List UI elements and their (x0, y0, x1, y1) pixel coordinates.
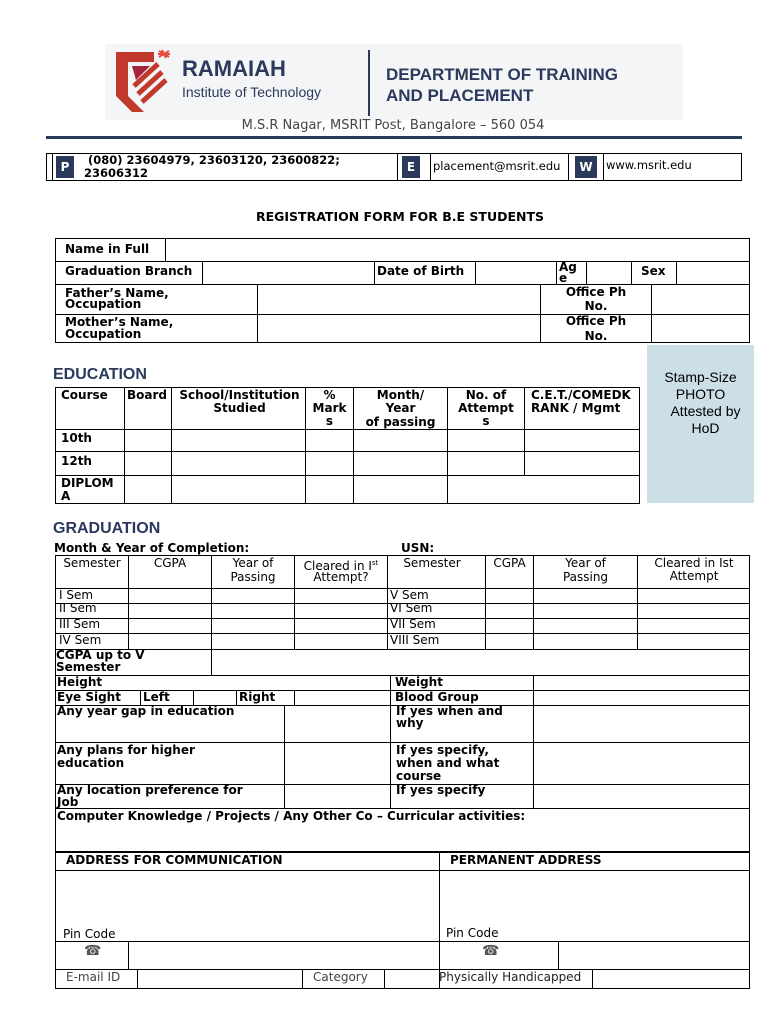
row-line (55, 451, 640, 452)
label-pin-code-2: Pin Code (446, 926, 499, 940)
grad-header-year-2b: Passing (562, 570, 609, 584)
label-higher-spec-1: If yes specify, (396, 743, 489, 757)
label-location-2: Job (57, 795, 79, 809)
label-email-id: E-mail ID (66, 970, 121, 984)
phone-icon: ☎ (84, 943, 102, 959)
label-mother-name-2: Occupation (65, 327, 142, 341)
label-higher-edu-2: education (57, 756, 125, 770)
form-title: REGISTRATION FORM FOR B.E STUDENTS (255, 209, 545, 224)
col-line (302, 969, 303, 989)
grad-header-semester: Semester (63, 556, 121, 570)
contact-website[interactable]: www.msrit.edu (606, 158, 692, 172)
edu-row-10th: 10th (61, 431, 92, 445)
photo-box-line-4: HoD (691, 420, 720, 436)
col-line (533, 675, 534, 808)
row-line (55, 870, 750, 871)
contact-email[interactable]: placement@msrit.edu (433, 159, 561, 173)
col-line (236, 690, 237, 705)
label-location-1: Any location preference for (57, 783, 243, 797)
photo-box-line-1: Stamp-Size (664, 369, 737, 385)
ramaiah-logo-icon (110, 46, 176, 118)
col-line (390, 675, 391, 808)
label-completion: Month & Year of Completion: (54, 541, 250, 555)
grad-header-cleared-2a: Cleared in Ist (654, 556, 734, 570)
label-mother-name-1: Mother’s Name, (65, 315, 174, 329)
label-left: Left (143, 690, 170, 704)
col-line (524, 387, 525, 475)
grad-header-cleared-2b: Attempt (669, 569, 719, 583)
row-line (55, 429, 640, 430)
row-line (55, 261, 750, 262)
label-higher-edu-1: Any plans for higher (57, 743, 195, 757)
col-line (140, 690, 141, 705)
header-divider (368, 50, 370, 116)
education-heading: EDUCATION (53, 366, 147, 383)
contact-divider (397, 153, 398, 181)
label-pin-code-1: Pin Code (63, 927, 116, 941)
department-line-1: DEPARTMENT OF TRAINING (386, 65, 619, 84)
label-date-of-birth: Date of Birth (377, 264, 465, 278)
grad-header-semester-2: Semester (403, 556, 461, 570)
label-sex: Sex (641, 264, 666, 278)
grad-header-year-2: Passing (230, 570, 276, 584)
label-physically-handicapped: Physically Handicapped (439, 970, 582, 984)
label-office-ph-1: Office Ph (565, 314, 627, 328)
edu-row-diploma-2: A (61, 489, 71, 503)
phone-icon: ☎ (482, 943, 500, 959)
col-line (193, 690, 194, 705)
grad-header-cleared-2: Attempt? (313, 570, 369, 584)
label-higher-spec-2: when and what (396, 756, 500, 770)
grad-header-cleared-1: Cleared in Ist (303, 559, 379, 573)
col-line (475, 261, 476, 284)
photo-box-line-3: Attested by (670, 403, 741, 419)
communication-address-field[interactable] (57, 872, 437, 924)
col-line (202, 261, 203, 284)
name-field[interactable] (167, 240, 749, 260)
col-line (556, 261, 557, 284)
col-line (384, 969, 385, 989)
sem-i: I Sem (59, 588, 94, 602)
label-year-gap: Any year gap in education (57, 704, 235, 718)
label-office-ph-2: No. (584, 329, 608, 343)
label-eye-sight: Eye Sight (57, 690, 121, 704)
label-gap-why-1: If yes when and (396, 704, 503, 718)
edu-header-month-1: Month/ (376, 388, 425, 402)
contact-divider (603, 153, 604, 181)
label-higher-spec-3: course (396, 769, 442, 783)
label-age-2: e (559, 271, 568, 285)
col-line (211, 649, 212, 675)
edu-header-school-2: Studied (213, 401, 266, 415)
col-line (165, 238, 166, 261)
sem-iii: III Sem (59, 617, 101, 631)
institute-address: M.S.R Nagar, MSRIT Post, Bangalore – 560 054 (241, 118, 545, 133)
label-cgpa-upto-2: Semester (56, 660, 121, 674)
edu-header-month-2: Year (385, 401, 416, 415)
email-badge: E (402, 156, 420, 178)
edu-header-course: Course (61, 388, 108, 402)
edu-header-marks-3: s (325, 414, 334, 428)
brand-name: RAMAIAH (182, 56, 286, 81)
sem-viii: VIII Sem (390, 633, 440, 647)
grad-header-year-1: Year of (232, 556, 274, 570)
brand-subtitle: Institute of Technology (182, 84, 322, 100)
phone-numbers-line-2: 23606312 (84, 166, 149, 180)
col-line (439, 852, 440, 989)
col-line (284, 705, 285, 808)
row-line (55, 649, 750, 650)
sem-vi: VI Sem (390, 601, 433, 615)
label-blood-group: Blood Group (395, 690, 479, 704)
label-office-ph-2: No. (584, 299, 608, 313)
label-father-name-2: Occupation (65, 297, 142, 311)
photo-box-line-2: PHOTO (675, 386, 726, 402)
label-height: Height (57, 675, 103, 689)
contact-divider (430, 153, 431, 181)
col-line (651, 284, 652, 343)
grad-header-cgpa-2: CGPA (493, 556, 526, 570)
edu-header-attempts-1: No. of (465, 388, 507, 402)
sem-iv: IV Sem (59, 633, 102, 647)
label-right: Right (239, 690, 276, 704)
col-line (374, 261, 375, 284)
contact-divider (52, 153, 53, 181)
col-line (586, 261, 587, 284)
label-location-spec: If yes specify (396, 783, 486, 797)
label-age-1: Ag (559, 260, 577, 274)
col-line (558, 941, 559, 969)
graduation-heading: GRADUATION (53, 520, 161, 537)
label-permanent-address: PERMANENT ADDRESS (450, 853, 602, 867)
header-rule (46, 136, 742, 139)
label-gap-why-2: why (396, 716, 424, 730)
edu-header-school-1: School/Institution (179, 388, 300, 402)
label-father-name-1: Father’s Name, (65, 286, 169, 300)
col-line (128, 941, 129, 969)
label-office-ph-1: Office Ph (565, 285, 627, 299)
row-line (55, 969, 750, 970)
col-line (137, 969, 138, 989)
label-address-communication: ADDRESS FOR COMMUNICATION (66, 853, 283, 867)
col-line (257, 284, 258, 343)
department-line-2: AND PLACEMENT (386, 86, 534, 105)
edu-header-attempts-2: Attempt (458, 401, 514, 415)
edu-header-rank-2: RANK / Mgmt (531, 401, 621, 415)
phone-numbers-line-1: (080) 23604979, 23603120, 23600822; (88, 153, 340, 167)
grad-header-cgpa: CGPA (153, 556, 187, 570)
row-line (55, 941, 750, 942)
col-line (676, 261, 677, 284)
sem-ii: II Sem (59, 601, 97, 615)
col-line (631, 261, 632, 284)
contact-divider (568, 153, 569, 181)
label-weight: Weight (395, 675, 443, 689)
label-category: Category (313, 970, 368, 984)
edu-row-12th: 12th (61, 454, 92, 468)
edu-header-marks-1: % (323, 388, 336, 402)
col-line (592, 969, 593, 989)
edu-header-marks-2: Mark (312, 401, 347, 415)
label-computer-knowledge: Computer Knowledge / Projects / Any Other Co – Curricular activities: (57, 809, 526, 823)
edu-header-board: Board (127, 388, 167, 402)
sem-v: V Sem (390, 588, 429, 602)
edu-header-rank-1: C.E.T./COMEDK (531, 388, 631, 402)
col-line (294, 690, 295, 705)
row-line (55, 284, 750, 285)
label-usn: USN: (401, 541, 435, 555)
row-line (55, 475, 640, 476)
sem-vii: VII Sem (390, 617, 436, 631)
col-line (124, 387, 125, 504)
grad-header-year-2a: Year of (565, 556, 606, 570)
label-cgpa-upto-1: CGPA up to V (56, 648, 145, 662)
website-badge: W (575, 156, 597, 178)
edu-header-attempts-3: s (482, 414, 490, 428)
label-name-in-full: Name in Full (65, 242, 150, 256)
permanent-address-field[interactable] (441, 872, 749, 924)
label-graduation-branch: Graduation Branch (65, 264, 193, 278)
phone-badge: P (56, 156, 74, 178)
edu-header-month-3: of passing (365, 415, 436, 429)
edu-row-diploma-1: DIPLOM (61, 476, 114, 490)
